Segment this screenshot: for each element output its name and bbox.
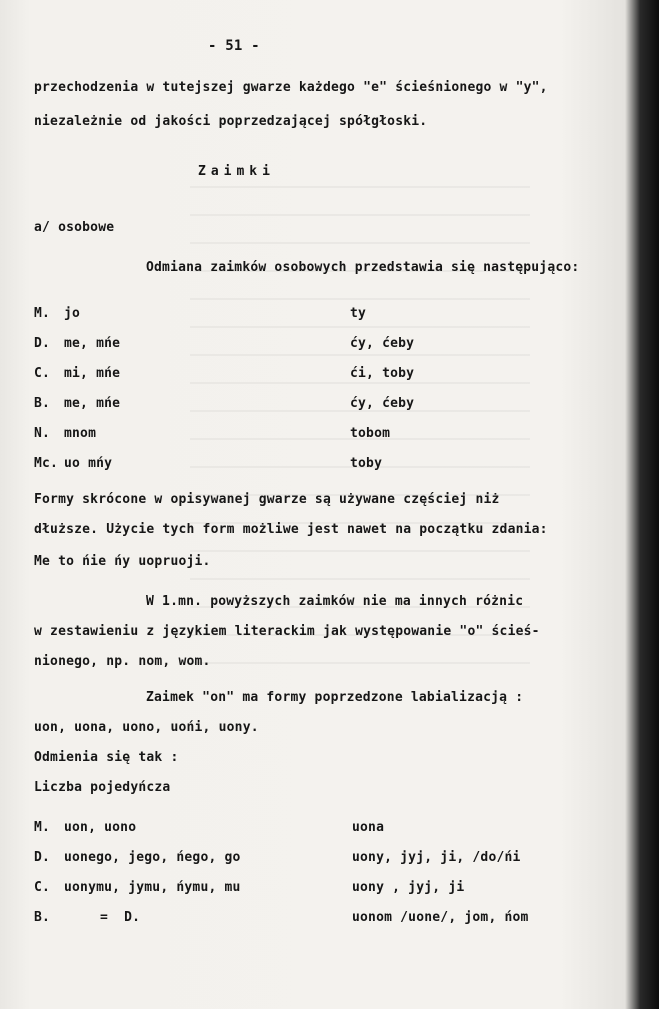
case-label: M.: [34, 306, 51, 321]
paragraph-3-line-1: Zaimek "on" ma formy poprzedzone labializacją :: [146, 690, 524, 705]
section-heading: Zaimki: [198, 164, 275, 179]
form-right: uonom /uone/, jom, ńom: [352, 910, 529, 925]
paragraph-3-line-3: Odmienia się tak :: [34, 750, 179, 765]
subsection-label: a/ osobowe: [34, 220, 115, 235]
case-label: B.: [34, 396, 51, 411]
form-right: toby: [350, 456, 383, 471]
paragraph-1-line-2: dłuższe. Użycie tych form możliwe jest nawet na początku zdania:: [34, 522, 548, 537]
paragraph-1-line-1: Formy skrócone w opisywanej gwarze są używane częściej niż: [34, 492, 500, 507]
case-label: D.: [34, 850, 51, 865]
intro-line-1: przechodzenia w tutejszej gwarze każdego "e" ścieśnionego w "y",: [34, 80, 548, 95]
paragraph-2-line-2: w zestawieniu z językiem literackim jak występowanie "o" ścieś-: [34, 624, 540, 639]
form-right: ćy, ćeby: [350, 396, 415, 411]
case-label: M.: [34, 820, 51, 835]
form-right: uony, jyj, ji, /do/ńi: [352, 850, 521, 865]
form-left: uon, uono: [64, 820, 137, 835]
case-label: B.: [34, 910, 51, 925]
paragraph-2-line-1: W 1.mn. powyższych zaimków nie ma innych różnic: [146, 594, 524, 609]
form-right: uony , jyj, ji: [352, 880, 465, 895]
paragraph-2-line-3: nionego, np. nom, wom.: [34, 654, 211, 669]
form-right: ćy, ćeby: [350, 336, 415, 351]
case-label: N.: [34, 426, 51, 441]
form-left: = D.: [100, 910, 141, 925]
form-left: mi, mńe: [64, 366, 121, 381]
paragraph-1-line-3: Me to ńie ńy uopruoji.: [34, 554, 211, 569]
form-left: uo mńy: [64, 456, 113, 471]
case-label: C.: [34, 880, 51, 895]
form-right: ty: [350, 306, 367, 321]
case-label: Mc.: [34, 456, 59, 471]
form-right: ći, toby: [350, 366, 415, 381]
paragraph-3-line-4: Liczba pojedyńcza: [34, 780, 171, 795]
declension-intro: Odmiana zaimków osobowych przedstawia się następująco:: [146, 260, 580, 275]
form-left: jo: [64, 306, 81, 321]
case-label: C.: [34, 366, 51, 381]
form-left: mnom: [64, 426, 97, 441]
form-left: me, mńe: [64, 396, 121, 411]
intro-line-2: niezależnie od jakości poprzedzającej spółgłoski.: [34, 114, 428, 129]
form-left: me, mńe: [64, 336, 121, 351]
page-number: - 51 -: [208, 38, 260, 54]
form-left: uonego, jego, ńego, go: [64, 850, 241, 865]
form-left: uonymu, jymu, ńymu, mu: [64, 880, 241, 895]
form-right: uona: [352, 820, 385, 835]
paragraph-3-line-2: uon, uona, uono, uońi, uony.: [34, 720, 259, 735]
form-right: tobom: [350, 426, 391, 441]
case-label: D.: [34, 336, 51, 351]
